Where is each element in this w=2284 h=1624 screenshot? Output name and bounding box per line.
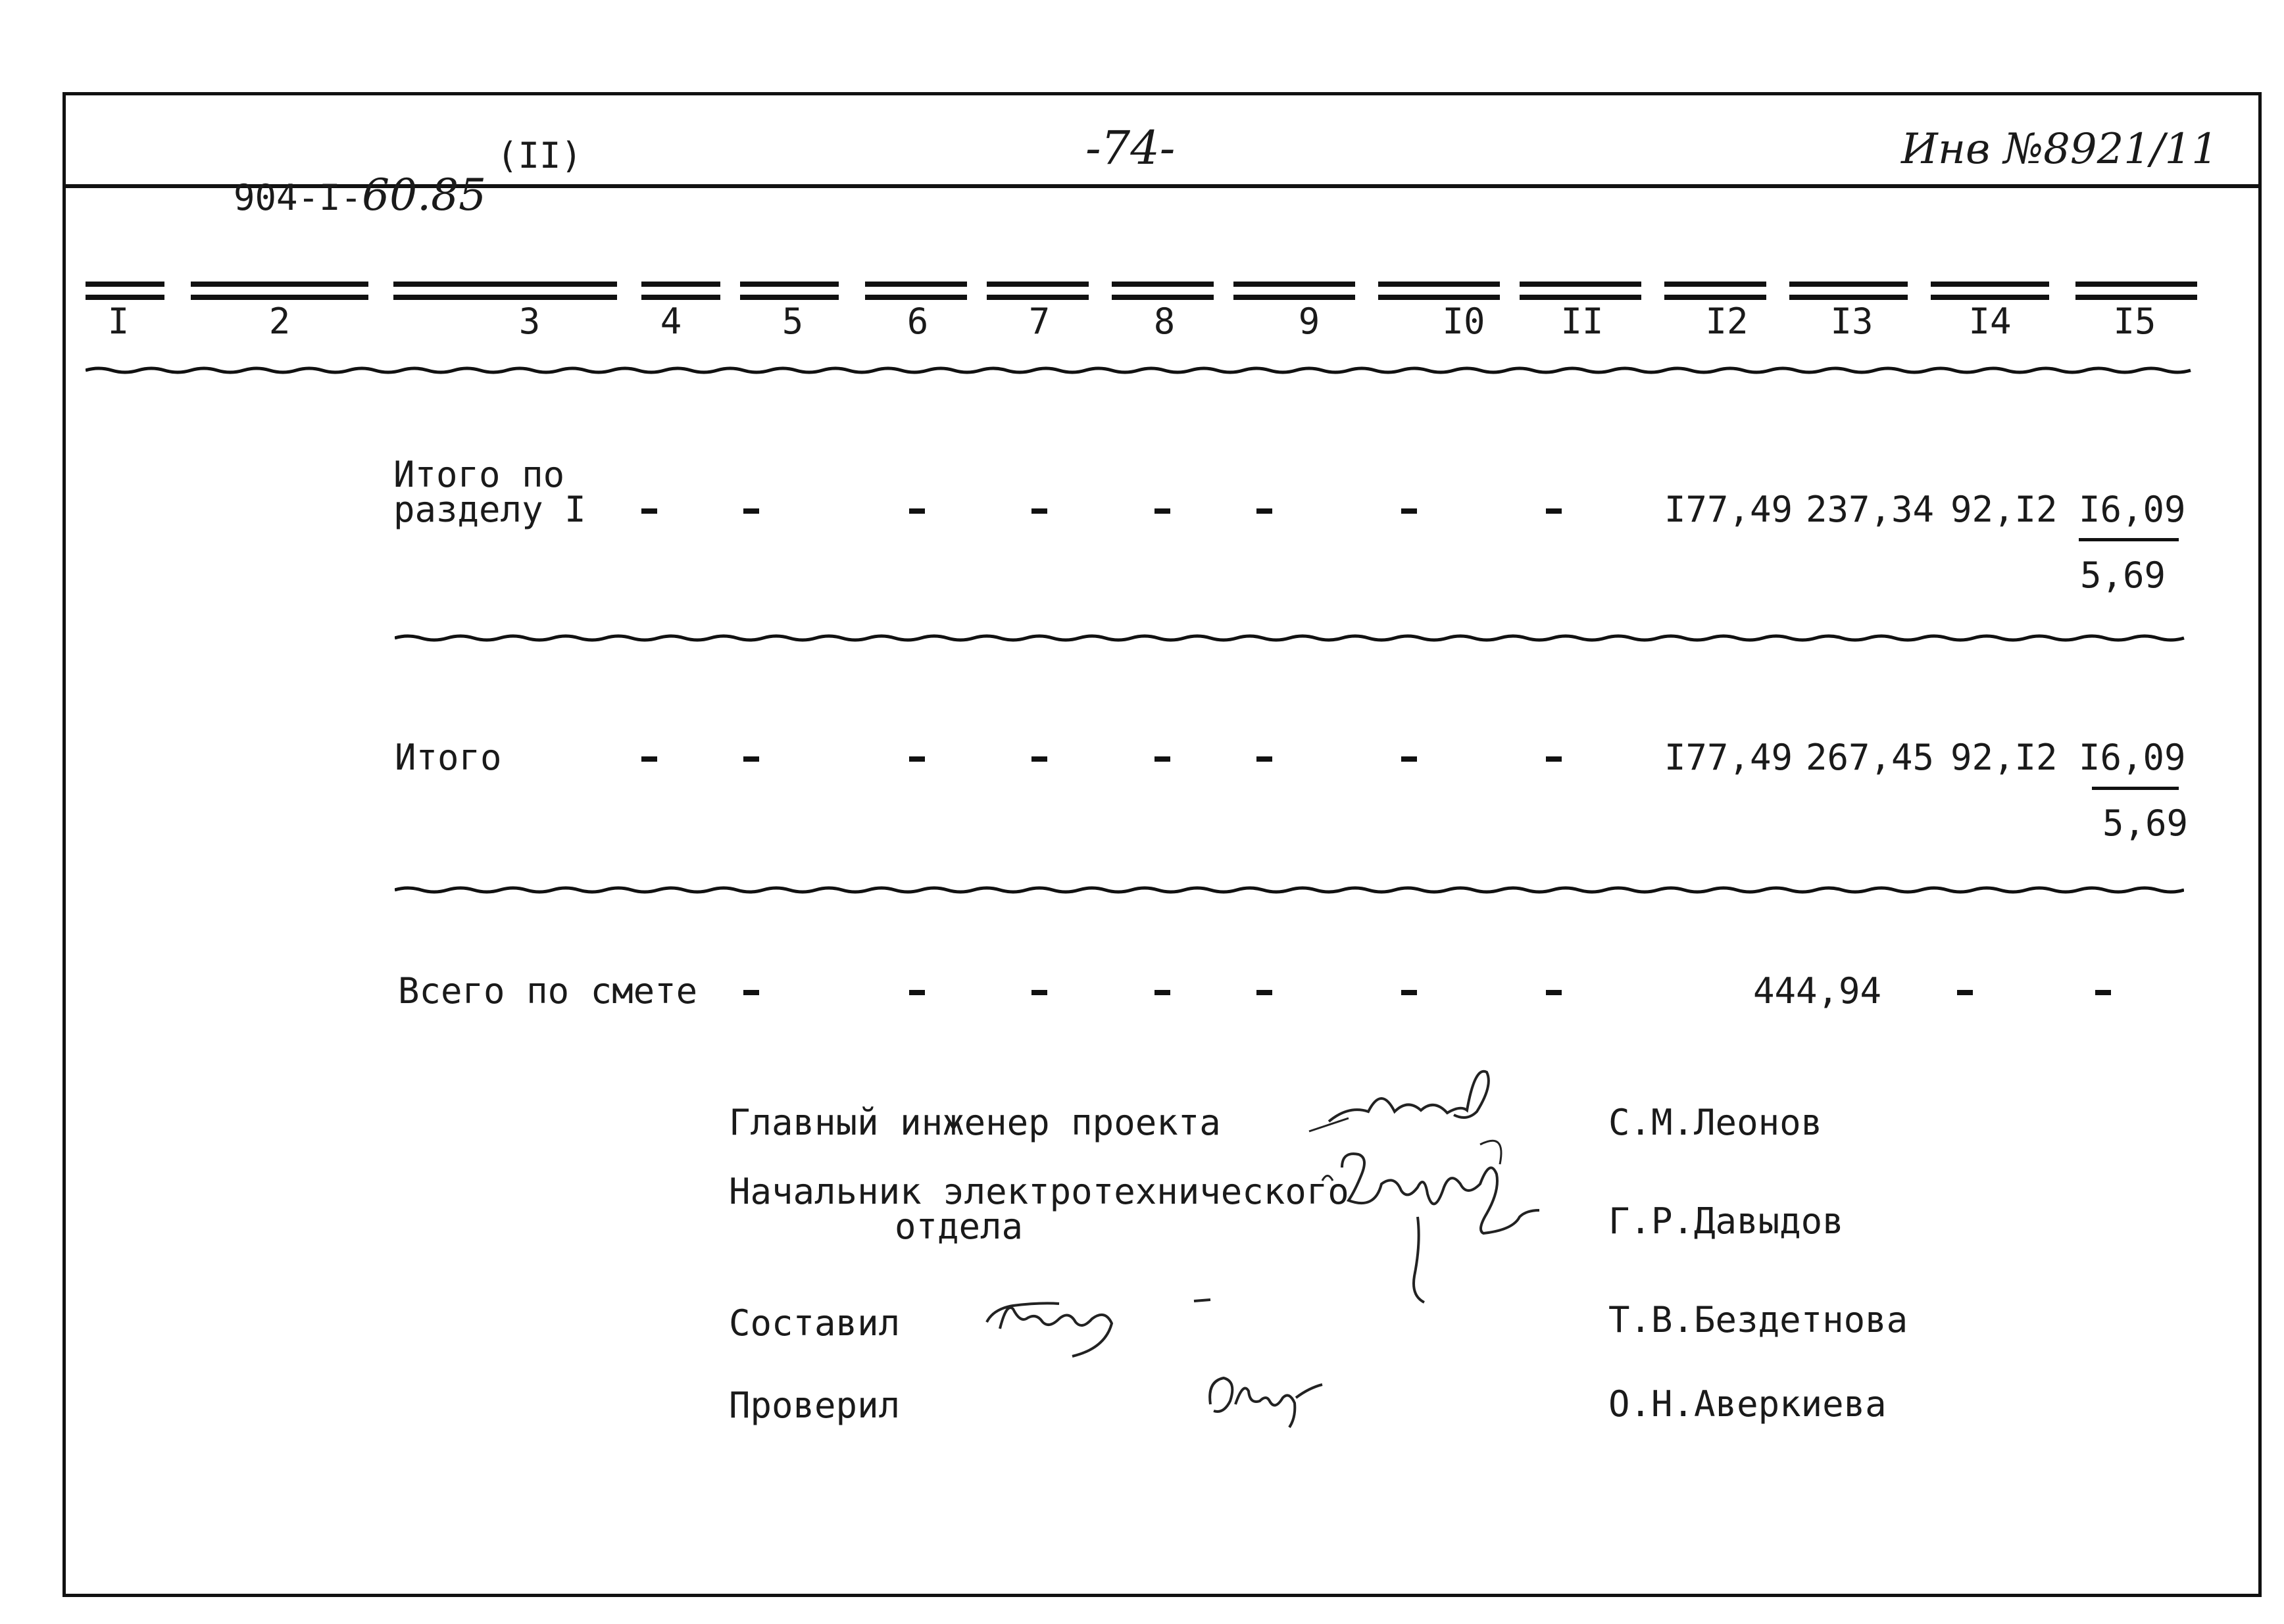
row-value-c15-bottom: 5,69: [2102, 802, 2189, 844]
col-num: I: [107, 301, 130, 342]
signature-role: Проверил: [729, 1385, 901, 1426]
separator-line: [86, 365, 2200, 378]
col-num: 6: [906, 301, 929, 342]
row-value-c14: 92,I2: [1950, 489, 2058, 530]
separator-line: [395, 885, 2184, 898]
row-value-c12: I77,49: [1664, 737, 1793, 778]
col-num: 2: [268, 301, 291, 342]
signatory-name: Г.Р.Давыдов: [1608, 1200, 1844, 1242]
handwritten-signature-bezdetnova: [974, 1283, 1224, 1362]
col-num: 3: [518, 301, 541, 342]
row-value-c15-bottom: 5,69: [2080, 554, 2166, 596]
signature-role: Составил: [729, 1302, 901, 1344]
signatory-name: С.М.Леонов: [1608, 1102, 1823, 1143]
row-value-c13: 267,45: [1806, 737, 1935, 778]
row-label-line2: разделу I: [393, 489, 586, 530]
row-value-c12: I77,49: [1664, 489, 1793, 530]
grand-total-value: 444,94: [1753, 970, 1882, 1012]
row-value-c13: 237,34: [1806, 489, 1935, 530]
doc-code-handwritten: 60.85: [362, 170, 487, 220]
separator-line: [395, 633, 2204, 646]
fraction-rule: [2079, 538, 2179, 541]
col-num: I4: [1968, 301, 2012, 342]
row-label-line1: Итого по: [393, 454, 565, 495]
col-num: I0: [1442, 301, 1485, 342]
col-num: 4: [660, 301, 682, 342]
page-number: -74-: [1085, 121, 1176, 175]
signature-role-line1: Начальник электротехнического: [729, 1171, 1349, 1212]
col-num: 5: [782, 301, 804, 342]
doc-volume: (II): [497, 135, 583, 176]
col-num: II: [1560, 301, 1604, 342]
col-num: I2: [1705, 301, 1749, 342]
col-num: 8: [1153, 301, 1176, 342]
row-value-c15-top: I6,09: [2079, 737, 2186, 778]
row-value-c15-top: I6,09: [2079, 489, 2186, 530]
col-num: I3: [1830, 301, 1874, 342]
fraction-rule: [2092, 787, 2179, 790]
col-num: I5: [2113, 301, 2156, 342]
inventory-number: Инв №8921/11: [1901, 125, 2218, 174]
signatory-name: О.Н.Аверкиева: [1608, 1383, 1887, 1425]
signature-role: Главный инженер проекта: [729, 1102, 1221, 1143]
col-num: 7: [1028, 301, 1051, 342]
handwritten-signature-averkieva: [1197, 1365, 1355, 1431]
handwritten-signature-leonov-davydov: [1303, 1059, 1592, 1322]
signature-role-line2: отдела: [895, 1206, 1024, 1247]
doc-code-typed: 904-I-: [234, 177, 362, 218]
row-label: Итого: [395, 737, 502, 778]
col-num: 9: [1298, 301, 1320, 342]
signatory-name: Т.В.Бездетнова: [1608, 1299, 1908, 1341]
doc-code: [191, 138, 487, 220]
row-label: Всего по смете: [398, 970, 698, 1012]
row-value-c14: 92,I2: [1950, 737, 2058, 778]
